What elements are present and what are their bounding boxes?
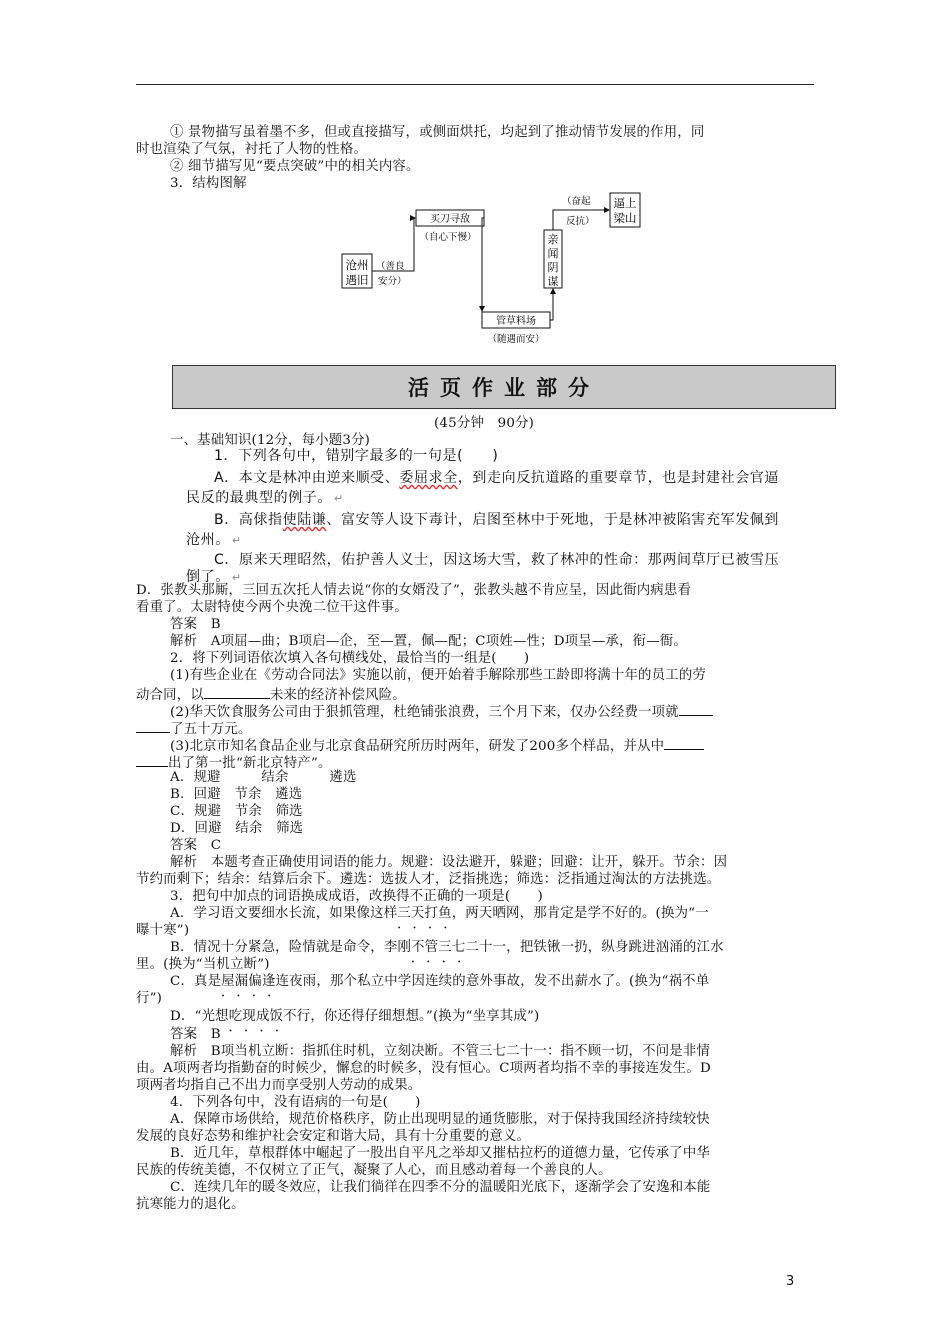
- q1a-wavy-mark: 委屈求全: [399, 470, 458, 486]
- diagram-node-guancao: 管草料场: [496, 316, 536, 327]
- q4-option-c-line2: 抗寒能力的退化。: [136, 1197, 245, 1212]
- section-heading: 一、基础知识(12分，每小题3分): [170, 433, 371, 448]
- q1-answer: 答案 B: [170, 617, 221, 632]
- q4-option-a-line1: A．保障市场供给，规范价格秩序，防止出现明显的通货膨胀，对于保持我国经济持续较快: [170, 1112, 710, 1127]
- q1-option-d-line1: D．张教头那厮，三回五次托人情去说“你的女婿没了”，张教头越不肯应呈，因此衙内病患看: [136, 583, 692, 598]
- banner-title: 活页作业部分: [408, 376, 600, 400]
- diagram-label-shanliang-2: 安分）: [378, 276, 407, 287]
- q2-sentence2-line2: 了五十万元。: [136, 718, 796, 739]
- diagram-node-cangzhou-1: 沧州: [345, 258, 369, 272]
- q1-option-b-line2: 沧州。 ↵: [186, 532, 242, 548]
- q3-option-a-line2: 曝十寒”): [136, 923, 190, 938]
- q2-sentence3-line1: (3)北京市知名食品企业与北京食品研究所历时两年，研发了200多个样品，并从中: [170, 735, 830, 756]
- q1-option-c-line1: C．原来天理昭然，佑护善人义士，因这场大雪，救了林冲的性命：那两间草厅已被雪压: [214, 552, 780, 568]
- q2-stem: 2．将下列词语依次填入各句横线处，最恰当的一组是( ): [170, 651, 530, 666]
- diagram-node-cangzhou-2: 遇旧: [345, 273, 369, 287]
- diagram-node-bishang-1: 逼上: [613, 196, 637, 210]
- diagram-label-shanliang-1: （善良: [376, 261, 405, 272]
- q2-answer: 答案 C: [170, 838, 222, 853]
- q3-stem: 3．把句中加点的词语换成成语，改换得不正确的一项是( ): [170, 889, 543, 904]
- q1-option-a-line1: A．本文是林冲由逆来顺受、委屈求全，到走向反抗道路的重要章节，也是封建社会官逼: [214, 470, 779, 486]
- diagram-node-qinwen-4: 谋: [547, 275, 559, 288]
- intro-line-3: ② 细节描写见“要点突破”中的相关内容。: [170, 159, 420, 174]
- q3-option-d: D．“光想吃现成饭 • • • •不行，你还得仔细想想。”(换为“坐享其成”): [170, 1008, 830, 1026]
- q2-analysis-line1: 解析 本题考查正确使用词语的能力。规避：设法避开，躲避；回避：让开，躲开。节余：因: [170, 855, 728, 870]
- diagram-node-qinwen-3: 阴: [547, 261, 559, 274]
- q1b-wavy-mark: 使陆谦: [282, 512, 327, 528]
- q4-stem: 4．下列各句中，没有语病的一句是( ): [170, 1095, 421, 1110]
- intro-line-1: ① 景物描写虽着墨不多，但或直接描写，或侧面烘托，均起到了推动情节发展的作用，同: [170, 125, 705, 140]
- q2-sentence1-line2: 动合同，以 未来的经济补偿风险。: [136, 684, 796, 705]
- q3-option-a-line1: A．学习语文要细水长流，如果像这样三天打鱼，两天晒网 • • • •，那肯定是学不好的。(换为“一: [170, 905, 830, 923]
- diagram-node-qinwen-1: 亲: [547, 233, 559, 246]
- diagram-node-maidao: 买刀寻敌: [430, 214, 470, 225]
- q3-answer: 答案 B: [170, 1027, 221, 1042]
- diagram-label-zixin: （自心下慢）: [419, 232, 477, 243]
- q1-analysis: 解析 A项屈—曲；B项启—企，至—置，佩—配；C项姓—性；D项呈—承，衔—衙。: [170, 634, 687, 649]
- header-rule: [136, 84, 814, 85]
- q3-option-b-line2: 里。(换为“当机立断”): [136, 957, 270, 972]
- q4-option-a-line2: 发展的良好态势和维护社会安定和谐大局，具有十分重要的意义。: [136, 1129, 531, 1144]
- page-number: 3: [786, 1274, 795, 1289]
- q3-analysis-line3: 项两者均指自己不出力而享受别人劳动的成果。: [136, 1078, 422, 1093]
- diagram-label-fenqi-2: 反抗）: [566, 216, 595, 227]
- q3-analysis-line1: 解析 B项当机立断：指抓住时机，立刻决断。不管三七二十一：指不顾一切，不问是非情: [170, 1044, 711, 1059]
- q3-option-b-line1: B．情况十分紧急，险情就是命令，李刚不管三七二十一 • • • •，把铁锹一扔，纵身跳进汹涌的江水: [170, 939, 830, 957]
- q1-option-d-line2: 看重了。太尉特使今两个央浼二位干这件事。: [136, 600, 408, 615]
- q4-option-b-line1: B．近几年，草根群体中崛起了一股出自平凡之举却又摧枯拉朽的道德力量，它传承了中华: [170, 1146, 711, 1161]
- q4-option-c-line1: C．连续几年的暖冬效应，让我们徜徉在四季不分的温暖阳光底下，逐渐学会了安逸和本能: [170, 1180, 711, 1195]
- section-banner: [172, 365, 836, 409]
- diagram-label-suiyu: （随遇而安）: [487, 334, 545, 345]
- q1-option-a-line2: 民反的最典型的例子。 ↵: [186, 490, 344, 506]
- structure-diagram: [330, 190, 660, 350]
- q2-option-b: B．回避 节余 遴选: [170, 787, 303, 802]
- diagram-node-bishang-2: 梁山: [613, 211, 637, 225]
- q1-stem: 1．下列各句中，错别字最多的一句是( ): [214, 448, 499, 464]
- q2-sentence2-line1: (2)华天饮食服务公司由于狠抓管理，杜绝铺张浪费，三个月下来，仅办公经费一项就: [170, 701, 830, 722]
- q1-option-b-line1: B．高俅指使陆谦、富安等人设下毒计，启图至林中于死地，于是林冲被陷害充军发佩到: [214, 512, 780, 528]
- diagram-node-qinwen-2: 闻: [547, 247, 559, 260]
- intro-line-2: 时也渲染了气氛，衬托了人物的性格。: [136, 142, 368, 157]
- diagram-label-fenqi-1: （奋起: [562, 196, 591, 207]
- q4-option-b-line2: 民族的传统美德，不仅树立了正气，凝聚了人心，而且感动着每一个善良的人。: [136, 1163, 612, 1178]
- q3-analysis-line2: 由。A项两者均指勤奋的时候少，懈怠的时候多，没有恒心。C项两者均指不幸的事接连发生。D: [136, 1061, 711, 1076]
- intro-line-4: 3．结构图解: [170, 176, 247, 191]
- q2-sentence3-line2: 出了第一批“新北京特产”。: [136, 752, 796, 773]
- q2-option-a: A．规避 结余 遴选: [170, 770, 357, 785]
- q2-sentence1-line1: (1)有些企业在《劳动合同法》实施以前，便开始着手解除那些工龄即将满十年的员工的劳: [170, 668, 707, 683]
- q3-option-c-line2: 行”): [136, 991, 163, 1006]
- q2-option-d: D．回避 结余 筛选: [170, 821, 304, 836]
- time-score: (45分钟 90分): [434, 416, 535, 431]
- q2-option-c: C．规避 节余 筛选: [170, 804, 303, 819]
- q3-option-c-line1: C．真是屋漏偏逢连夜雨 • • • •，那个私立中学因连续的意外事故，发不出薪水了。(换为“祸不单: [170, 973, 830, 991]
- q1-option-c-line2: 倒了。 ↵: [186, 569, 242, 585]
- q2-analysis-line2: 节约而剩下；结余：结算后余下。遴选：选拔人才，泛指挑选；筛选：泛指通过淘汰的方法挑选。: [136, 872, 721, 887]
